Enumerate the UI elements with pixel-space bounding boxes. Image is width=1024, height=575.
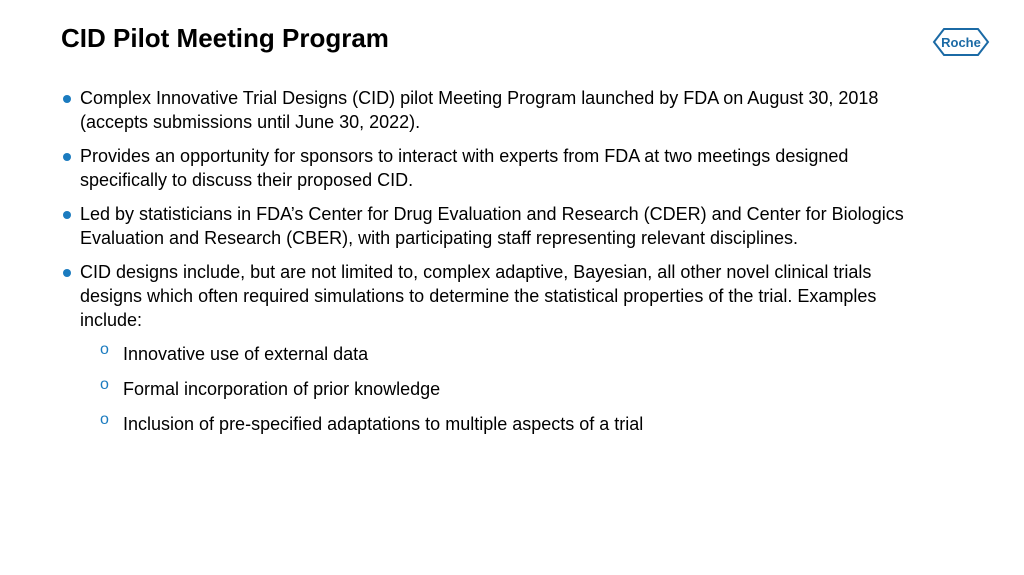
bullet-text: CID designs include, but are not limited to, complex adaptive, Bayesian, all other novel clinical trials designs which often required simulations to determine the statistical properties of the trial. Examples include: (80, 262, 877, 330)
sub-bullet-marker-icon: o (100, 411, 109, 428)
logo-text: Roche (941, 35, 981, 50)
sub-bullet-list (80, 342, 911, 436)
sub-bullet-text: Innovative use of external data (123, 344, 369, 364)
sub-list-item (80, 342, 911, 366)
bullet-text: Complex Innovative Trial Designs (CID) pilot Meeting Program launched by FDA on August 30, 2018 (accepts submissions until June 30, 2022). (80, 88, 879, 132)
bullet-text: Provides an opportunity for sponsors to interact with experts from FDA at two meetings designed specifically to discuss their proposed CID. (80, 146, 849, 190)
bullet-text: Led by statisticians in FDA’s Center for Drug Evaluation and Research (CDER) and Center for Biologics Evaluation and Research (CBER), with participating staff representing relevant disciplines. (80, 204, 904, 248)
list-item (61, 260, 911, 436)
bullet-dot-icon (63, 211, 71, 219)
bullet-dot-icon (63, 95, 71, 103)
sub-bullet-text: Inclusion of pre-specified adaptations to multiple aspects of a trial (123, 414, 644, 434)
bullet-dot-icon (63, 153, 71, 161)
list-item (61, 86, 911, 134)
roche-logo-icon (932, 27, 990, 57)
sub-bullet-marker-icon: o (100, 341, 109, 358)
slide-title: CID Pilot Meeting Program (61, 23, 389, 53)
bullet-dot-icon (63, 269, 71, 277)
bullet-list (61, 86, 911, 447)
list-item (61, 202, 911, 250)
sub-list-item (80, 412, 911, 436)
sub-bullet-text: Formal incorporation of prior knowledge (123, 379, 441, 399)
sub-list-item (80, 377, 911, 401)
sub-bullet-marker-icon: o (100, 376, 109, 393)
roche-logo (932, 27, 990, 57)
list-item (61, 144, 911, 192)
